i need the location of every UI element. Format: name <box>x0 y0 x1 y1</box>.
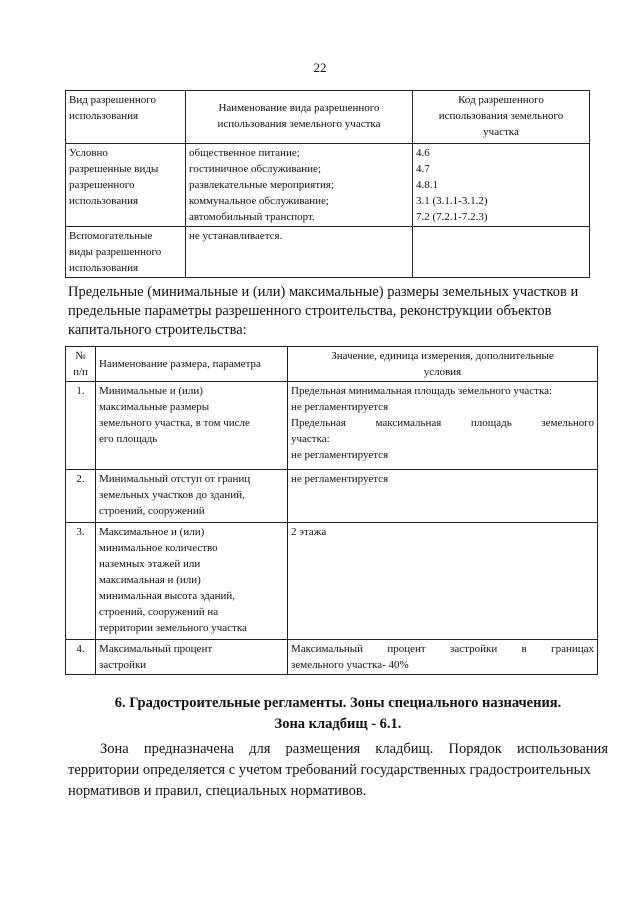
page-number: 22 <box>313 60 327 75</box>
table-header-row <box>66 347 598 382</box>
table-cell: 4.6 4.7 4.8.1 3.1 (3.1.1-3.1.2) 7.2 (7.2.1-7.2.3) <box>413 144 590 227</box>
table-row <box>66 523 598 640</box>
table-row <box>66 470 598 523</box>
parameter-name: Минимальные и (или) максимальные размеры земельного участка, в том числе его площадь <box>96 382 288 470</box>
table-cell: не устанавливается. <box>186 227 413 278</box>
parameter-value: Максимальный процент застройки в границах земельного участка- 40% <box>288 640 598 675</box>
parameter-name: Максимальное и (или) минимальное количество наземных этажей или максимальная и (или) минимальная высота зданий, строений, сооружений на территории земельного участка <box>96 523 288 640</box>
section-body-paragraph: Зона предназначена для размещения кладбищ. Порядок использования территории определяется с учетом требований государственных градостроительных нормативов и правил, специальных нормативов. <box>68 741 608 799</box>
parameter-name: Максимальный процент застройки <box>96 640 288 675</box>
header-cell: Значение, единица измерения, дополнительные условия <box>288 347 598 382</box>
table-cell: Условно разрешенные виды разрешенного использования <box>66 144 186 227</box>
table-row <box>66 640 598 675</box>
header-cell: № п/п <box>66 347 96 382</box>
parameters-table <box>65 346 598 675</box>
parameter-value: Предельная минимальная площадь земельного участка: не регламентируется Предельная максимальная площадь земельного участка: не регламентируется <box>288 382 598 470</box>
row-number: 1. <box>66 382 96 470</box>
table-cell: Вспомогательные виды разрешенного использования <box>66 227 186 278</box>
table-cell <box>413 227 590 278</box>
limits-intro-paragraph: Предельные (минимальные и (или) максимальные) размеры земельных участков и предельные параметры разрешенного строительства, реконструкции объектов капитального строительства: <box>68 284 579 338</box>
header-cell: Наименование размера, параметра <box>96 347 288 382</box>
permitted-use-table <box>65 90 590 278</box>
header-cell: Наименование вида разрешенного использования земельного участка <box>186 91 413 144</box>
table-row <box>66 227 590 278</box>
row-number: 4. <box>66 640 96 675</box>
table-cell: общественное питание; гостиничное обслуживание; развлекательные мероприятия; коммунальное обслуживание; автомобильный транспорт. <box>186 144 413 227</box>
parameter-value: 2 этажа <box>288 523 598 640</box>
row-number: 3. <box>66 523 96 640</box>
row-number: 2. <box>66 470 96 523</box>
table-header-row <box>66 91 590 144</box>
table-row <box>66 144 590 227</box>
parameter-value: не регламентируется <box>288 470 598 523</box>
section-title: 6. Градостроительные регламенты. Зоны специального назначения. <box>114 695 562 711</box>
parameter-name: Минимальный отступ от границ земельных участков до зданий, строений, сооружений <box>96 470 288 523</box>
table-row <box>66 382 598 470</box>
header-cell: Вид разрешенного использования <box>66 91 186 144</box>
section-subtitle: Зона кладбищ - 6.1. <box>274 716 402 732</box>
header-cell: Код разрешенного использования земельного участка <box>413 91 590 144</box>
